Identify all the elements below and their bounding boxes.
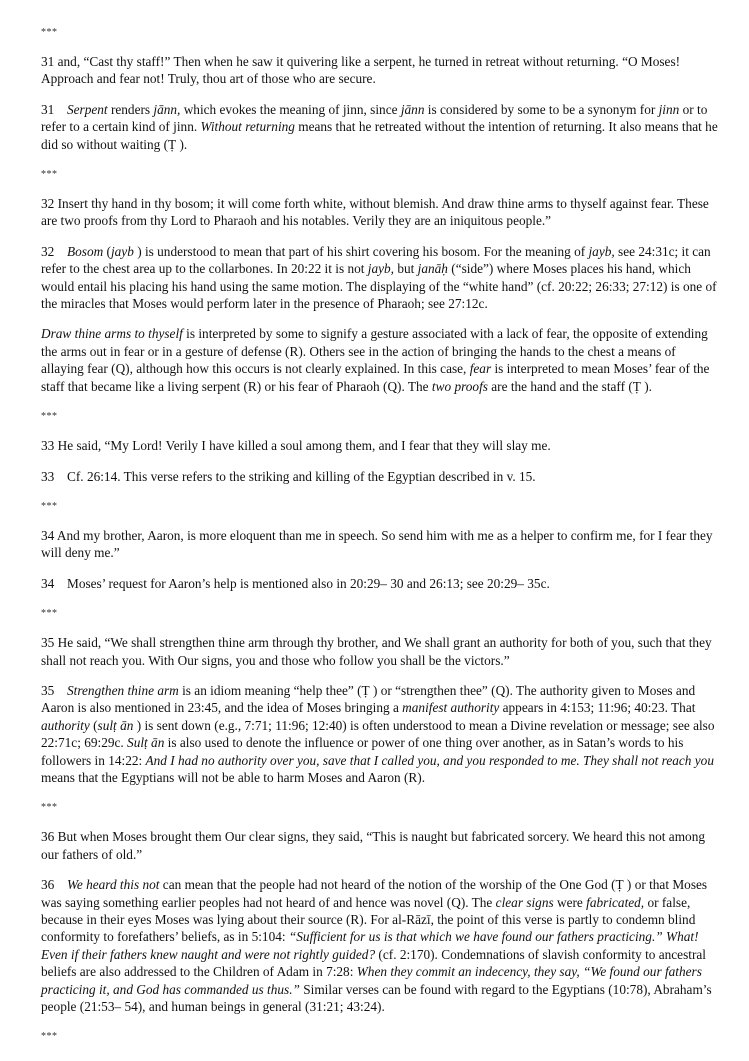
text: is also used to denote the influence or power of one thing over another, as in Satan’s words to his followers in 14:22: — [41, 735, 684, 768]
verse-text: He said, “We shall strengthen thine arm through thy brother, and We shall grant an authority for both of you, such that they shall not reach you. With Our signs, you and those who follow you shall be the victors.” — [41, 635, 712, 668]
verse-text: and, “Cast thy staff!” Then when he saw it quivering like a serpent, he turned in retreat without returning. “O Moses! Approach and fear not! Truly, thou art of those who are secure. — [41, 54, 681, 87]
italic-text: sulṭ ān — [97, 717, 134, 733]
text: (“side”) where Moses places his hand, which would entail his placing his hand using the same motion. The displaying of the “white hand” (cf. 20:22; 26:33; 27:12) is one of the miracles that Moses would perform later in the presence of Pharaoh; see 27:12c. — [41, 261, 717, 312]
italic-text: jayb — [110, 243, 134, 259]
commentary-note-34 — [41, 575, 719, 592]
verse-text: But when Moses brought them Our clear signs, they said, “This is naught but fabricated sorcery. We heard this not among our fathers of old.” — [41, 829, 705, 862]
text: ( — [89, 717, 98, 733]
verse-31 — [41, 53, 719, 88]
section-separator: *** — [41, 500, 58, 512]
note-number: 31 — [41, 101, 55, 117]
verse-number: 35 — [41, 635, 55, 651]
verse-33 — [41, 437, 719, 454]
italic-text: fabricated, — [586, 894, 645, 910]
text: ) is understood to mean that part of his shirt covering his bosom. For the meaning of — [133, 243, 589, 259]
text: or to refer to a certain kind of jinn. — [41, 101, 708, 135]
italic-text: authority — [41, 717, 90, 733]
italic-text: Draw thine arms to thyself — [41, 326, 183, 342]
note-number: 34 — [41, 575, 55, 591]
commentary-note-35 — [41, 682, 719, 786]
text: were — [553, 894, 587, 910]
text: see 24:31c; it can refer to the chest area up to the collarbones. In 20:22 it is not — [41, 243, 711, 277]
text: ) is sent down (e.g., 7:71; 11:96; 12:40) is often understood to mean a Divine revelation or message; see also 22:71c; 69:29c. — [41, 717, 715, 751]
italic-text: Without returning — [200, 119, 295, 135]
section-separator: *** — [41, 608, 58, 620]
note-number: 35 — [41, 682, 55, 698]
section-separator: *** — [41, 1031, 58, 1043]
italic-text: janāḥ — [417, 261, 448, 277]
verse-number: 34 — [41, 527, 55, 543]
verse-32 — [41, 195, 719, 230]
text: appears in 4:153; 11:96; 40:23. That — [499, 700, 696, 716]
text: Cf. 26:14. This verse refers to the striking and killing of the Egyptian described in v. 15. — [67, 468, 536, 484]
italic-text: “Sufficient for us is that which we have found our fathers practicing.” What! Even if their fathers knew naught and were not rightly guided? — [41, 929, 699, 962]
verse-number: 36 — [41, 829, 55, 845]
italic-text: jayb, — [367, 261, 394, 277]
verse-text: And my brother, Aaron, is more eloquent than me in speech. So send him with me as a helper to confirm me, for I fear they will deny me.” — [41, 527, 713, 561]
text: are the hand and the staff (Ṭ ). — [487, 378, 652, 394]
commentary-note-33 — [41, 468, 719, 485]
verse-36 — [41, 828, 719, 863]
italic-text: And I had no authority over you, save that I called you, and you responded to me. They shall not reach you — [145, 752, 714, 768]
italic-text: manifest authority — [402, 700, 500, 716]
verse-number: 33 — [41, 438, 55, 454]
section-separator: *** — [41, 411, 58, 423]
italic-text: Strengthen thine arm — [67, 682, 179, 698]
verse-35 — [41, 634, 719, 669]
text: which evokes the meaning of jinn, since — [180, 101, 401, 117]
text: can mean that the people had not heard of the notion of the worship of the One God (Ṭ ) or that Moses was saying something earlier peoples had not heard of and hence was novel (Q). The — [41, 877, 708, 910]
text: (cf. 2:170). Condemnations of slavish conformity to ancestral beliefs are also addressed to the Children of Adam in 7:28: — [41, 946, 706, 980]
note-number: 33 — [41, 468, 55, 484]
italic-text: jinn — [658, 101, 680, 117]
text: is interpreted to mean Moses’ fear of the staff that became like a living serpent (R) or his fear of Pharaoh (Q). The — [41, 361, 710, 394]
verse-number: 31 — [41, 54, 55, 69]
verse-text: He said, “My Lord! Verily I have killed a soul among them, and I fear that they will slay me. — [54, 438, 551, 454]
italic-text: clear signs — [495, 894, 554, 910]
text: is considered by some to be a synonym for — [424, 101, 659, 117]
text: means that he retreated without the intention of returning. It also means that he did so without waiting (Ṭ ). — [41, 119, 718, 152]
text: renders — [107, 101, 154, 117]
text: but — [394, 261, 418, 277]
commentary-note-31 — [41, 101, 719, 153]
section-separator: *** — [41, 802, 58, 814]
text: ( — [103, 243, 111, 259]
commentary-paragraph — [41, 325, 719, 395]
text: Moses’ request for Aaron’s help is mentioned also in 20:29– 30 and 26:13; see 20:29– 35c. — [67, 575, 550, 591]
italic-text: jānn — [400, 101, 425, 117]
text: Similar verses can be found with regard to the Egyptians (10:78), Abraham’s people (21:53– 54), and human beings in general (31:21; 43:24). — [41, 981, 712, 1015]
commentary-note-32 — [41, 243, 719, 313]
section-separator: *** — [41, 169, 58, 181]
italic-text: Sulṭ ān — [127, 735, 165, 751]
note-number: 32 — [41, 243, 55, 259]
text: means that the Egyptians will not be able to harm Moses and Aaron (R). — [41, 769, 426, 785]
italic-text: Serpent — [67, 101, 108, 117]
italic-text: We heard this not — [67, 877, 160, 893]
text: is an idiom meaning “help thee” (Ṭ ) or “strengthen thee” (Q). The authority given to Moses and Aaron is also mentioned in 23:45, and the idea of Moses bringing a — [41, 682, 696, 716]
text: or false, because in their eyes Moses was lying about their source (R). For al-Rāzī, the point of this verse is partly to condemn blind conformity to forefathers’ beliefs, as in 5:104: — [41, 894, 696, 945]
verse-number: 32 — [41, 196, 55, 212]
verse-text: Insert thy hand in thy bosom; it will come forth white, without blemish. And draw thine arms to thyself against fear. These are two proofs from thy Lord to Pharaoh and his notables. Verily they are an iniquitous people.” — [41, 196, 709, 229]
section-separator: *** — [41, 27, 58, 38]
commentary-note-36 — [41, 876, 719, 1015]
italic-text: fear — [469, 361, 492, 377]
italic-text: two proofs — [431, 378, 488, 394]
italic-text: jānn, — [153, 101, 181, 117]
italic-text: When they commit an indecency, they say, “We found our fathers practicing it, and God has commanded us thus.” — [41, 964, 702, 997]
text: is interpreted by some to signify a gesture associated with a lack of fear, the opposite of extending the arms out in fear or in a gesture of defense (R). Others see in the action of bringing the hands to the chest a means of allaying fear (Q), although how this occurs is not clearly explained. In this case, — [41, 326, 708, 377]
italic-text: jayb, — [588, 243, 615, 259]
italic-text: Bosom — [67, 243, 104, 259]
note-number: 36 — [41, 877, 55, 893]
verse-34 — [41, 527, 719, 562]
